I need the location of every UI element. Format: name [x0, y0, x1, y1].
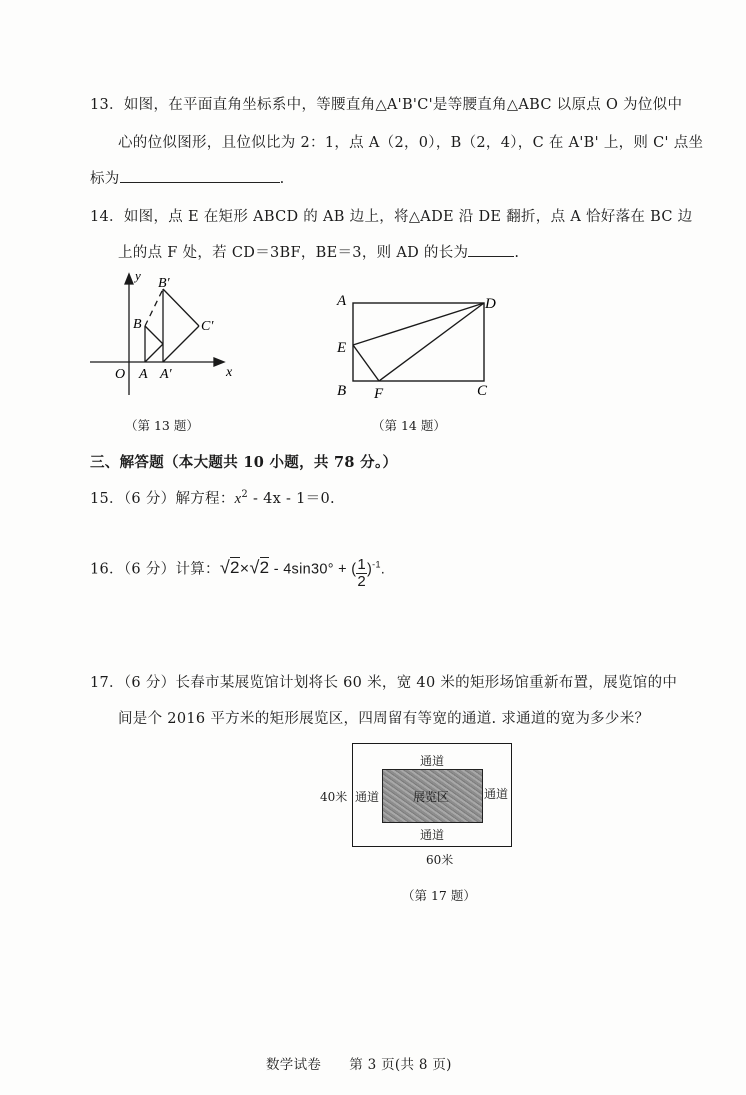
q13-text-line3: 标为 — [90, 171, 120, 187]
q17-line2: 间是个 2016 平方米的矩形展览区，四周留有等宽的通道. 求通道的宽为多少米？ — [118, 711, 650, 727]
label-O: O — [115, 367, 126, 382]
x-axis-arrow — [214, 358, 224, 366]
label-x: x — [226, 365, 233, 380]
section-3-heading: 三、解答题（本大题共 10 小题，共 78 分。） — [90, 454, 398, 471]
q16-text: （6 分）计算： — [123, 561, 220, 578]
q15-eq-x: x — [234, 491, 242, 507]
exhibition-area-label: 展览区 — [413, 790, 450, 804]
figure-17-caption: （第 17 题） — [402, 888, 476, 903]
label-A-prime: A′ — [160, 367, 172, 382]
q16-frac-den: 2 — [357, 573, 367, 590]
q16-frac-num: 1 — [357, 556, 367, 573]
q16-exponent: -1 — [372, 559, 381, 570]
rectangle-ABCD — [353, 303, 484, 381]
label-C-prime: C′ — [201, 319, 214, 334]
segment-B2C2 — [163, 289, 199, 326]
q14-line1 — [90, 205, 692, 226]
q14-answer-blank[interactable] — [468, 244, 514, 257]
q16-radicand-1: 2 — [230, 558, 240, 578]
aisle-bottom-label: 通道 — [420, 828, 445, 842]
label-B-prime: B′ — [158, 276, 170, 291]
q14-line2 — [118, 241, 519, 262]
q16-mid: - 4sin30° + ( — [269, 561, 357, 578]
footer-subject: 数学试卷 — [266, 1057, 322, 1073]
label-E: E — [337, 340, 347, 356]
q13-line2: 心的位似图形，且位似比为 2：1，点 A（2，0），B（2，4），C 在 A'B' 上，则 C' 点坐 — [118, 135, 704, 151]
figure-14 — [320, 280, 520, 410]
figure-17 — [300, 730, 540, 880]
aisle-left-label: 通道 — [355, 790, 380, 804]
label-C: C — [477, 383, 488, 399]
segment-A2C2 — [163, 326, 199, 362]
q16-close: ) — [367, 561, 373, 578]
footer — [266, 1053, 452, 1073]
segment-AC — [145, 344, 163, 362]
q15-eq-rest: - 4x - 1＝0. — [248, 491, 335, 507]
label-F: F — [374, 386, 384, 402]
label-B: B — [133, 317, 142, 332]
q14-period: . — [514, 245, 520, 261]
q17-number: 17． — [90, 675, 124, 691]
q14-text-line2: 上的点 F 处，若 CD＝3BF，BE＝3，则 AD 的长为 — [118, 245, 469, 261]
y-axis-arrow — [125, 274, 133, 284]
aisle-top-label: 通道 — [420, 754, 445, 768]
height-label: 40米 — [320, 790, 348, 804]
width-label: 60米 — [426, 853, 454, 867]
q13-line1 — [90, 93, 682, 114]
q13-number: 13． — [90, 97, 124, 113]
q13-period: . — [279, 171, 285, 187]
sqrt-sign-2: √ — [249, 557, 260, 578]
q16-times: × — [239, 560, 250, 578]
footer-page-number: 第 3 页(共 8 页) — [349, 1057, 452, 1073]
q16-number: 16． — [90, 561, 124, 578]
q16-fraction — [356, 557, 367, 590]
sqrt-sign-1: √ — [219, 557, 231, 578]
figure-13 — [80, 260, 280, 410]
figure-13-caption: （第 13 题） — [125, 418, 199, 433]
q17-line1 — [90, 671, 677, 692]
label-A: A — [337, 293, 347, 309]
q15-number: 15． — [90, 491, 124, 507]
label-D: D — [485, 296, 496, 312]
label-y: y — [135, 268, 141, 283]
q17-text-line1: （6 分）长春市某展览馆计划将长 60 米，宽 40 米的矩形场馆重新布置，展览馆的中 — [123, 675, 678, 691]
q13-answer-blank[interactable] — [120, 170, 280, 183]
segment-FD — [379, 303, 484, 381]
q14-number: 14． — [90, 209, 124, 225]
dashed-line-BB2 — [145, 289, 163, 326]
segment-EF — [353, 345, 379, 381]
label-A: A — [139, 367, 148, 382]
q16-radicand-2: 2 — [259, 558, 270, 578]
q15 — [90, 487, 335, 508]
q16-end: . — [380, 561, 386, 578]
q16 — [90, 553, 386, 590]
q15-eq-sup: 2 — [241, 489, 249, 501]
q13-line3 — [90, 167, 285, 188]
segment-ED — [353, 303, 484, 345]
label-B: B — [337, 383, 347, 399]
aisle-right-label: 通道 — [484, 787, 509, 801]
figure-14-caption: （第 14 题） — [372, 418, 446, 433]
segment-BC — [145, 326, 163, 344]
q15-text: （6 分）解方程： — [123, 491, 235, 507]
q13-text-line1: 如图，在平面直角坐标系中，等腰直角△A'B'C'是等腰直角△ABC 以原点 O 为位似中 — [123, 97, 683, 113]
q14-text-line1: 如图，点 E 在矩形 ABCD 的 AB 边上，将△ADE 沿 DE 翻折，点 A 恰好落在 BC 边 — [123, 209, 693, 225]
